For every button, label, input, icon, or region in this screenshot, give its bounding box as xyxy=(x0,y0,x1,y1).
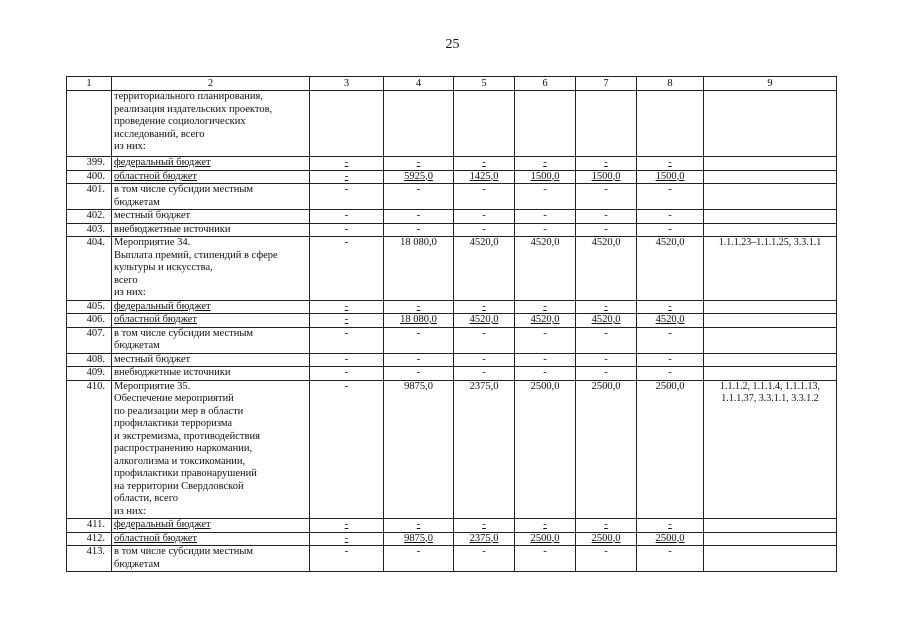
total-value-cell: 5925,0 xyxy=(384,170,454,184)
year4-value-cell: - xyxy=(637,519,704,533)
year4-value-cell: - xyxy=(637,210,704,224)
year2-value-cell: 2500,0 xyxy=(515,532,576,546)
column-header-6: 6 xyxy=(515,77,576,91)
target-reference-cell xyxy=(704,314,837,328)
row-number-cell: 409. xyxy=(67,367,112,381)
row-description-cell: федеральный бюджет xyxy=(112,300,310,314)
table-row xyxy=(67,223,837,237)
col3-value-cell: - xyxy=(310,223,384,237)
year4-value-cell: - xyxy=(637,353,704,367)
year1-value-cell: - xyxy=(454,157,515,171)
year4-value-cell: 4520,0 xyxy=(637,314,704,328)
year1-value-cell: - xyxy=(454,184,515,210)
row-number-cell: 404. xyxy=(67,237,112,301)
total-value-cell xyxy=(384,91,454,157)
row-number-cell: 403. xyxy=(67,223,112,237)
year2-value-cell: - xyxy=(515,223,576,237)
column-header-1: 1 xyxy=(67,77,112,91)
year2-value-cell: 1500,0 xyxy=(515,170,576,184)
target-reference-cell xyxy=(704,532,837,546)
row-number-cell: 412. xyxy=(67,532,112,546)
table-row xyxy=(67,353,837,367)
year2-value-cell: - xyxy=(515,546,576,572)
table-row xyxy=(67,380,837,519)
year1-value-cell: 1425,0 xyxy=(454,170,515,184)
column-header-9: 9 xyxy=(704,77,837,91)
year4-value-cell xyxy=(637,91,704,157)
year1-value-cell: - xyxy=(454,210,515,224)
year2-value-cell: - xyxy=(515,210,576,224)
year1-value-cell: - xyxy=(454,546,515,572)
year3-value-cell: 4520,0 xyxy=(576,314,637,328)
target-reference-cell xyxy=(704,367,837,381)
year4-value-cell: - xyxy=(637,546,704,572)
total-value-cell: - xyxy=(384,327,454,353)
year2-value-cell: - xyxy=(515,157,576,171)
table-row xyxy=(67,519,837,533)
table-row xyxy=(67,237,837,301)
col3-value-cell: - xyxy=(310,519,384,533)
row-number-cell: 402. xyxy=(67,210,112,224)
year3-value-cell xyxy=(576,91,637,157)
year3-value-cell: - xyxy=(576,210,637,224)
row-number-cell: 401. xyxy=(67,184,112,210)
target-reference-cell xyxy=(704,519,837,533)
year2-value-cell: - xyxy=(515,327,576,353)
row-description-cell: областной бюджет xyxy=(112,532,310,546)
year4-value-cell: 2500,0 xyxy=(637,532,704,546)
total-value-cell: - xyxy=(384,184,454,210)
budget-table xyxy=(66,76,837,572)
row-description-cell: внебюджетные источники xyxy=(112,367,310,381)
year2-value-cell: 2500,0 xyxy=(515,380,576,519)
year4-value-cell: - xyxy=(637,367,704,381)
target-reference-cell: 1.1.1.23–1.1.1.25, 3.3.1.1 xyxy=(704,237,837,301)
row-description-cell: в том числе субсидии местным бюджетам xyxy=(112,184,310,210)
table-row xyxy=(67,327,837,353)
target-reference-cell xyxy=(704,91,837,157)
year1-value-cell: - xyxy=(454,300,515,314)
target-reference-cell xyxy=(704,157,837,171)
total-value-cell: - xyxy=(384,300,454,314)
col3-value-cell: - xyxy=(310,184,384,210)
table-row xyxy=(67,314,837,328)
year4-value-cell: - xyxy=(637,157,704,171)
total-value-cell: - xyxy=(384,367,454,381)
year1-value-cell xyxy=(454,91,515,157)
year1-value-cell: - xyxy=(454,353,515,367)
year1-value-cell: - xyxy=(454,327,515,353)
table-row xyxy=(67,532,837,546)
col3-value-cell: - xyxy=(310,546,384,572)
row-description-cell: Мероприятие 35. Обеспечение мероприятий по реализации мер в области профилактики терроризма и экстремизма, противодействия распространению наркомании, алкоголизма и токсикомании, профилактики правонарушений на территории Свердловской области, всего из них: xyxy=(112,380,310,519)
table-row xyxy=(67,367,837,381)
year3-value-cell: 2500,0 xyxy=(576,532,637,546)
row-number-cell: 406. xyxy=(67,314,112,328)
year4-value-cell: - xyxy=(637,223,704,237)
row-number-cell: 411. xyxy=(67,519,112,533)
target-reference-cell xyxy=(704,223,837,237)
year1-value-cell: - xyxy=(454,519,515,533)
total-value-cell: 9875,0 xyxy=(384,380,454,519)
row-description-cell: в том числе субсидии местным бюджетам xyxy=(112,327,310,353)
row-description-cell: федеральный бюджет xyxy=(112,157,310,171)
target-reference-cell xyxy=(704,210,837,224)
col3-value-cell: - xyxy=(310,314,384,328)
target-reference-cell xyxy=(704,546,837,572)
year2-value-cell: 4520,0 xyxy=(515,237,576,301)
row-description-cell: территориального планирования, реализация издательских проектов, проведение социологических исследований, всего из них: xyxy=(112,91,310,157)
year2-value-cell xyxy=(515,91,576,157)
year4-value-cell: - xyxy=(637,327,704,353)
target-reference-cell: 1.1.1.2, 1.1.1.4, 1.1.1.13, 1.1.1.37, 3.3.1.1, 3.3.1.2 xyxy=(704,380,837,519)
year3-value-cell: - xyxy=(576,519,637,533)
year3-value-cell: - xyxy=(576,300,637,314)
col3-value-cell: - xyxy=(310,157,384,171)
year3-value-cell: 2500,0 xyxy=(576,380,637,519)
total-value-cell: - xyxy=(384,223,454,237)
year1-value-cell: 2375,0 xyxy=(454,532,515,546)
total-value-cell: - xyxy=(384,157,454,171)
year1-value-cell: - xyxy=(454,367,515,381)
year4-value-cell: - xyxy=(637,184,704,210)
year3-value-cell: - xyxy=(576,223,637,237)
row-description-cell: областной бюджет xyxy=(112,314,310,328)
column-header-2: 2 xyxy=(112,77,310,91)
target-reference-cell xyxy=(704,184,837,210)
row-number-cell: 400. xyxy=(67,170,112,184)
year3-value-cell: 1500,0 xyxy=(576,170,637,184)
year1-value-cell: - xyxy=(454,223,515,237)
col3-value-cell: - xyxy=(310,353,384,367)
page-number: 25 xyxy=(445,37,460,52)
row-number-cell xyxy=(67,91,112,157)
target-reference-cell xyxy=(704,300,837,314)
year2-value-cell: - xyxy=(515,519,576,533)
table-row xyxy=(67,157,837,171)
total-value-cell: - xyxy=(384,210,454,224)
row-number-cell: 405. xyxy=(67,300,112,314)
col3-value-cell xyxy=(310,91,384,157)
table-row xyxy=(67,184,837,210)
total-value-cell: - xyxy=(384,546,454,572)
col3-value-cell: - xyxy=(310,380,384,519)
column-header-3: 3 xyxy=(310,77,384,91)
year2-value-cell: - xyxy=(515,300,576,314)
year1-value-cell: 4520,0 xyxy=(454,314,515,328)
row-number-cell: 408. xyxy=(67,353,112,367)
column-header-4: 4 xyxy=(384,77,454,91)
row-number-cell: 410. xyxy=(67,380,112,519)
total-value-cell: - xyxy=(384,353,454,367)
row-description-cell: местный бюджет xyxy=(112,353,310,367)
target-reference-cell xyxy=(704,170,837,184)
row-description-cell: местный бюджет xyxy=(112,210,310,224)
col3-value-cell: - xyxy=(310,532,384,546)
year1-value-cell: 2375,0 xyxy=(454,380,515,519)
total-value-cell: 18 080,0 xyxy=(384,314,454,328)
table-row xyxy=(67,170,837,184)
total-value-cell: - xyxy=(384,519,454,533)
year2-value-cell: 4520,0 xyxy=(515,314,576,328)
row-number-cell: 399. xyxy=(67,157,112,171)
col3-value-cell: - xyxy=(310,237,384,301)
year2-value-cell: - xyxy=(515,184,576,210)
year1-value-cell: 4520,0 xyxy=(454,237,515,301)
column-header-8: 8 xyxy=(637,77,704,91)
year4-value-cell: 4520,0 xyxy=(637,237,704,301)
row-number-cell: 413. xyxy=(67,546,112,572)
year2-value-cell: - xyxy=(515,367,576,381)
target-reference-cell xyxy=(704,327,837,353)
col3-value-cell: - xyxy=(310,210,384,224)
total-value-cell: 9875,0 xyxy=(384,532,454,546)
year3-value-cell: - xyxy=(576,353,637,367)
year4-value-cell: 2500,0 xyxy=(637,380,704,519)
row-description-cell: внебюджетные источники xyxy=(112,223,310,237)
col3-value-cell: - xyxy=(310,300,384,314)
year3-value-cell: - xyxy=(576,367,637,381)
year2-value-cell: - xyxy=(515,353,576,367)
table-header-row xyxy=(67,77,837,91)
row-number-cell: 407. xyxy=(67,327,112,353)
table-row xyxy=(67,546,837,572)
year4-value-cell: 1500,0 xyxy=(637,170,704,184)
row-description-cell: в том числе субсидии местным бюджетам xyxy=(112,546,310,572)
row-description-cell: областной бюджет xyxy=(112,170,310,184)
col3-value-cell: - xyxy=(310,367,384,381)
year4-value-cell: - xyxy=(637,300,704,314)
col3-value-cell: - xyxy=(310,170,384,184)
year3-value-cell: - xyxy=(576,546,637,572)
col3-value-cell: - xyxy=(310,327,384,353)
table-row xyxy=(67,91,837,157)
row-description-cell: федеральный бюджет xyxy=(112,519,310,533)
column-header-5: 5 xyxy=(454,77,515,91)
row-description-cell: Мероприятие 34. Выплата премий, стипендий в сфере культуры и искусства, всего из них: xyxy=(112,237,310,301)
column-header-7: 7 xyxy=(576,77,637,91)
target-reference-cell xyxy=(704,353,837,367)
total-value-cell: 18 080,0 xyxy=(384,237,454,301)
year3-value-cell: 4520,0 xyxy=(576,237,637,301)
year3-value-cell: - xyxy=(576,157,637,171)
table-row xyxy=(67,210,837,224)
table-row xyxy=(67,300,837,314)
year3-value-cell: - xyxy=(576,184,637,210)
year3-value-cell: - xyxy=(576,327,637,353)
